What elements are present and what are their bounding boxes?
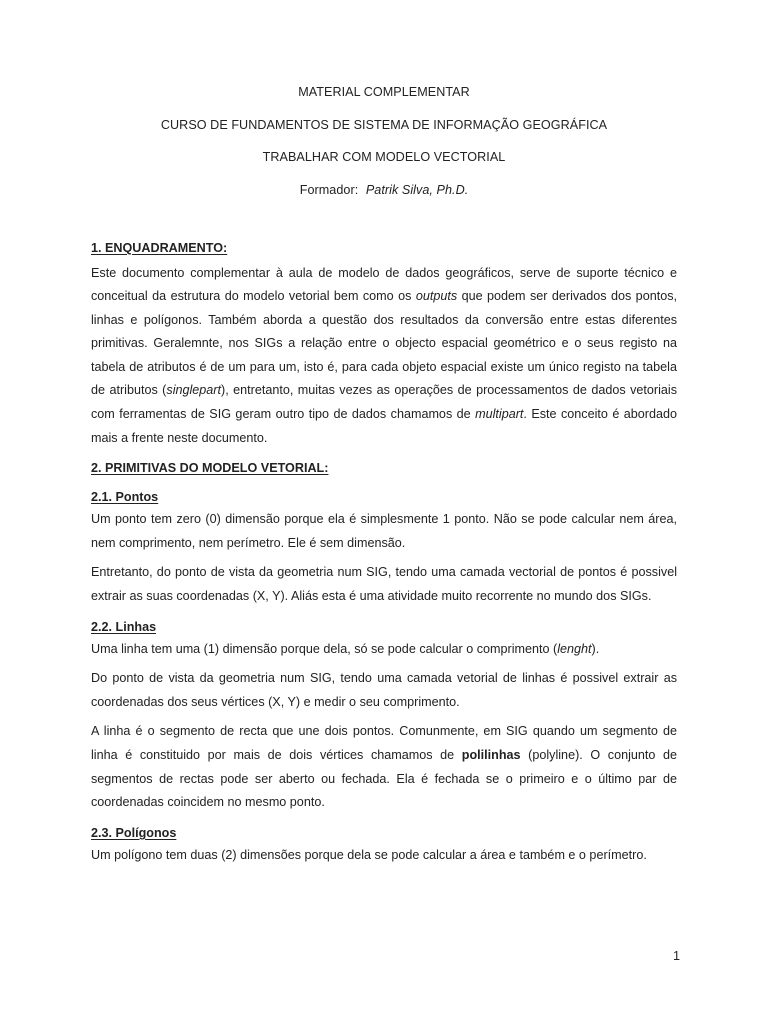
page-number: 1 — [672, 949, 680, 963]
text-span: A linha é o segmento de recta que une dois pontos. Comunmente, em SIG quando um segmento de linha é constituido por mais de dois vértices chamamos de — [91, 724, 677, 762]
text-span: ), entretanto, muitas vezes as operações de processamentos de dados vetoriais com ferramentas de SIG geram outro tipo de dados chamamos de — [91, 383, 677, 422]
author-name: Patrik Silva, Ph.D. — [365, 182, 469, 197]
paragraph-pontos-1: Um ponto tem zero (0) dimensão porque ela é simplesmente 1 ponto. Não se pode calcular nem área, nem comprimento, nem perímetro. Ele é sem dimensão. — [91, 512, 677, 550]
paragraph-linhas-2: Do ponto de vista da geometria num SIG, tendo uma camada vetorial de linhas é possivel extrair as coordenadas dos seus vértices (X, Y) e medir o seu comprimento. — [91, 671, 677, 709]
text-span: . Este conceito é abordado mais a frente neste documento. — [91, 407, 677, 445]
text-span: (polyline). O conjunto de segmentos de rectas pode ser aberto ou fechada. Ela é fechada se o primeiro e o último par de coordenadas coincidem no mesmo ponto. — [91, 748, 677, 810]
paragraph-linhas-3 — [91, 720, 677, 814]
text-span: Este documento complementar à aula de modelo de dados geográficos, serve de suporte técnico e conceitual da estrutura do modelo vetorial bem como os — [91, 265, 677, 304]
subsection-heading-pontos: 2.1. Pontos — [91, 490, 159, 505]
text-span: ). — [591, 641, 600, 656]
paragraph-poligonos-1: Um polígono tem duas (2) dimensões porque dela se pode calcular a área e também e o perímetro. — [91, 847, 647, 862]
author-label: Formador: — [299, 182, 359, 197]
subsection-heading-linhas: 2.2. Linhas — [91, 619, 157, 634]
italic-term-multipart: multipart — [475, 407, 524, 422]
subsection-heading-poligonos: 2.3. Polígonos — [91, 825, 177, 840]
section-heading-enquadramento: 1. ENQUADRAMENTO: — [91, 240, 228, 255]
italic-term-lenght: lenght — [557, 641, 592, 656]
document-title: MATERIAL COMPLEMENTAR — [298, 85, 470, 99]
paragraph-linhas-1 — [91, 638, 677, 662]
document-subtitle: TRABALHAR COM MODELO VECTORIAL — [262, 150, 506, 164]
italic-term-singlepart: singlepart — [166, 383, 221, 398]
bold-term-polilinhas: polilinhas — [461, 748, 521, 762]
author-line — [91, 182, 677, 198]
text-span: Uma linha tem uma (1) dimensão porque dela, só se pode calcular o comprimento ( — [91, 641, 558, 656]
course-title: CURSO DE FUNDAMENTOS DE SISTEMA DE INFORMAÇÃO GEOGRÁFICA — [160, 117, 608, 132]
section-heading-primitivas: 2. PRIMITIVAS DO MODELO VETORIAL: — [91, 461, 329, 476]
text-span: que podem ser derivados dos pontos, linhas e polígonos. Também aborda a questão dos resultados da conversão entre estas diferentes primitivas. Geralemnte, nos SIGs a relação entre o objecto espacial geométrico e o seus registo na tabela de atributos é de um para um, isto é, para cada objeto espacial existe um único registo na tabela de atributos ( — [91, 289, 677, 398]
paragraph-pontos-2: Entretanto, do ponto de vista da geometria num SIG, tendo uma camada vectorial de pontos é possivel extrair as suas coordenadas (X, Y). Aliás esta é uma atividade muito recorrente no mundo dos SIGs. — [91, 565, 677, 604]
paragraph-enquadramento — [91, 262, 677, 451]
italic-term-outputs: outputs — [415, 289, 458, 304]
